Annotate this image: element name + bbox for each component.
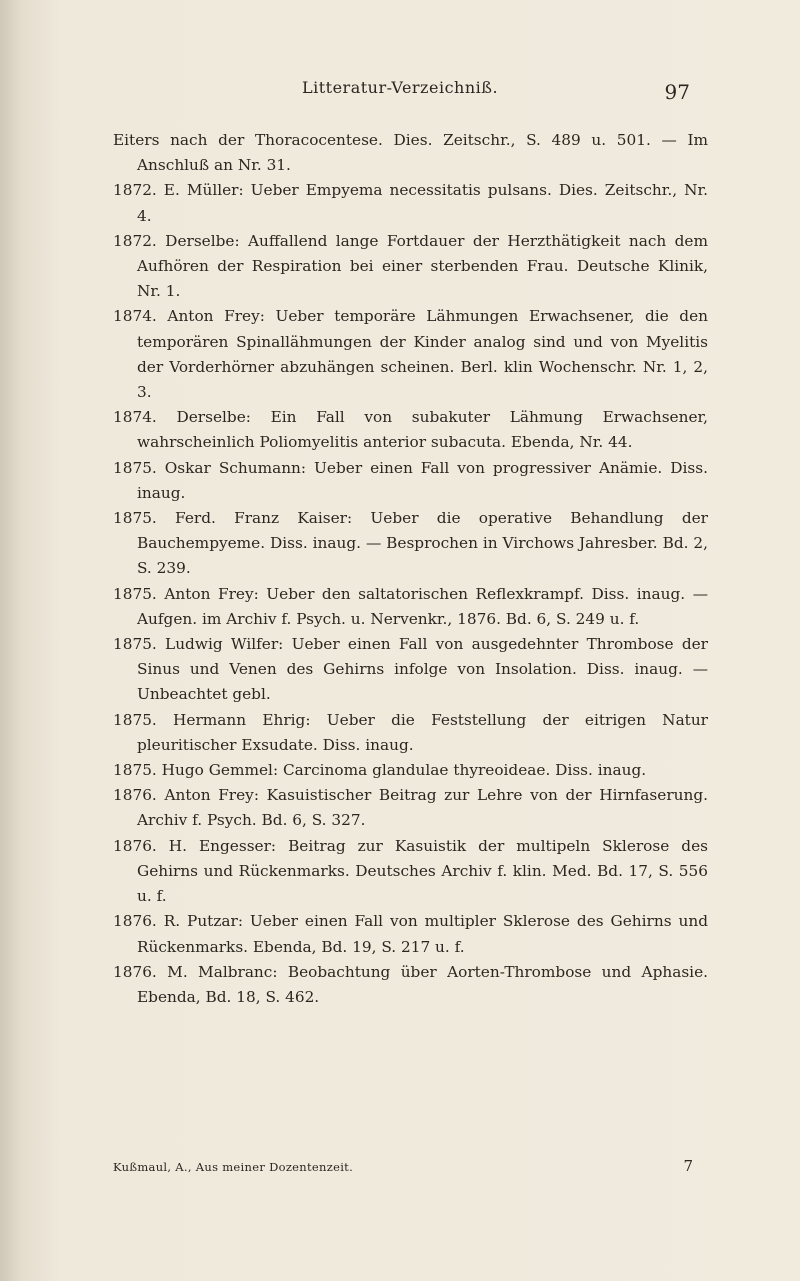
bibliography-entry: 1872. Derselbe: Auffallend lange Fortdauer der Herzthätigkeit nach dem Aufhören der Respiration bei einer sterbenden Frau. Deutsche Klinik, Nr. 1. [113, 231, 708, 301]
bibliography-entry: 1875. Ludwig Wilfer: Ueber einen Fall von ausgedehnter Thrombose der Sinus und Venen des Gehirns infolge von Insolation. Diss. inaug. — Unbeachtet gebl. [113, 635, 708, 704]
bibliography-entry: 1874. Anton Frey: Ueber temporäre Lähmungen Erwachsener, die den temporären Spinallähmungen der Kinder analog sind und von Myelitis der Vorderhörner abzuhängen scheinen. Berl. klin Wochenschr. Nr. 1, 2, 3. [113, 307, 708, 402]
bibliography-entry: 1876. Anton Frey: Kasuistischer Beitrag zur Lehre von der Hirnfaserung. Archiv f. Psych. Bd. 6, S. 327. [113, 786, 708, 830]
bibliography-entry: 1876. M. Malbranc: Beobachtung über Aorten-Thrombose und Aphasie. Ebenda, Bd. 18, S. 462. [113, 962, 708, 1006]
page-footer [113, 1157, 693, 1180]
page-number: 97 [664, 80, 690, 104]
bibliography-list [113, 128, 708, 1010]
bibliography-entry: 1875. Hermann Ehrig: Ueber die Feststellung der eitrigen Natur pleuritischer Exsudate. Diss. inaug. [113, 710, 708, 754]
bibliography-entry: Eiters nach der Thoracocentese. Dies. Zeitschr., S. 489 u. 501. — Im Anschluß an Nr. 31. [113, 131, 708, 175]
bibliography-entry: 1874. Derselbe: Ein Fall von subakuter Lähmung Erwachsener, wahrscheinlich Poliomyelitis anterior subacuta. Ebenda, Nr. 44. [113, 408, 708, 452]
bibliography-entry: 1875. Anton Frey: Ueber den saltatorischen Reflexkrampf. Diss. inaug. — Aufgen. im Archiv f. Psych. u. Nervenkr., 1876. Bd. 6, S. 249 u. f. [113, 584, 708, 628]
bibliography-entry: 1875. Ferd. Franz Kaiser: Ueber die operative Behandlung der Bauchempyeme. Diss. inaug. — Besprochen in Virchows Jahresber. Bd. 2, S. 239. [113, 509, 708, 578]
running-title: Litteratur-Verzeichniß. [301, 78, 499, 97]
bibliography-entry: 1876. H. Engesser: Beitrag zur Kasuistik der multipeln Sklerose des Gehirns und Rückenmarks. Deutsches Archiv f. klin. Med. Bd. 17, S. 556 u. f. [113, 836, 708, 906]
footer-source-line: Kußmaul, A., Aus meiner Dozentenzeit. [113, 1160, 354, 1174]
bibliography-entry: 1875. Oskar Schumann: Ueber einen Fall von progressiver Anämie. Diss. inaug. [113, 458, 708, 502]
bibliography-entry: 1876. R. Putzar: Ueber einen Fall von multipler Sklerose des Gehirns und Rückenmarks. Ebenda, Bd. 19, S. 217 u. f. [113, 912, 708, 956]
signature-mark: 7 [683, 1157, 693, 1175]
page-header [0, 78, 800, 108]
bibliography-entry: 1872. E. Müller: Ueber Empyema necessitatis pulsans. Dies. Zeitschr., Nr. 4. [113, 181, 708, 225]
bibliography-entry: 1875. Hugo Gemmel: Carcinoma glandulae thyreoideae. Diss. inaug. [113, 761, 647, 780]
